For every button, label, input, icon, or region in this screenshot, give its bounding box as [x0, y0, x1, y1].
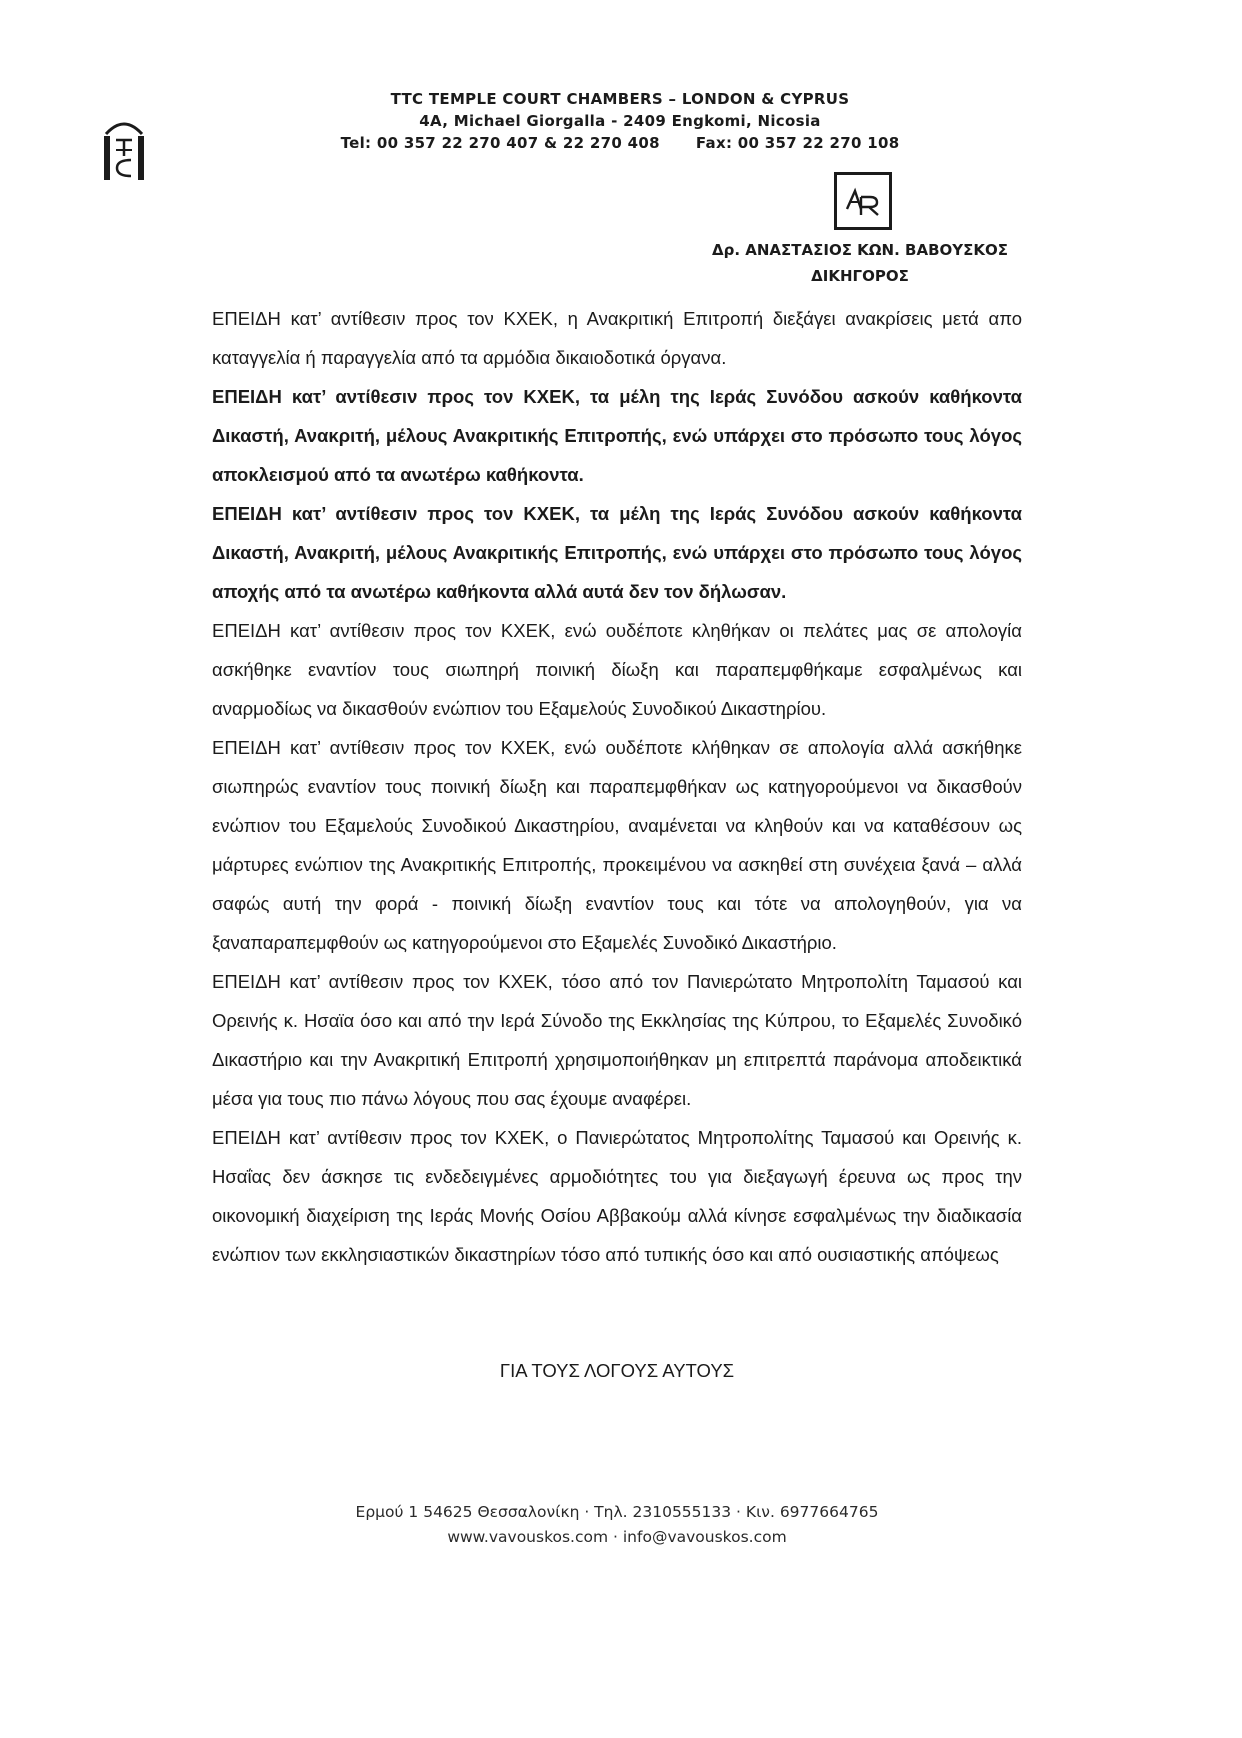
closing-heading: ΓΙΑ ΤΟΥΣ ΛΟΓΟΥΣ ΑΥΤΟΥΣ — [499, 1360, 735, 1381]
paragraph: ΕΠΕΙΔΗ κατ’ αντίθεσιν προς τον ΚΧΕΚ, ενώ ουδέποτε κληθήκαν οι πελάτες μας σε απολογία ασκήθηκε εναντίον τους σιωπηρή ποινική δίωξη και παραπεμφθήκαμε εσφαλμένως και αναρμοδίως να δικασθούν ενώπιον του Εξαμελούς Συνοδικού Δικαστηρίου. — [212, 620, 1022, 719]
lawyer-title: ΔΙΚΗΓΟΡΟΣ — [811, 267, 909, 285]
lawyer-name: Δρ. ΑΝΑΣΤΑΣΙΟΣ ΚΩΝ. ΒΑΒΟΥΣΚΟΣ — [712, 241, 1008, 259]
paragraph: ΕΠΕΙΔΗ κατ’ αντίθεσιν προς τον ΚΧΕΚ, ενώ ουδέποτε κλήθηκαν σε απολογία αλλά ασκήθηκε σιωπηρώς εναντίον τους ποινική δίωξη και παραπεμφθήκαν ως κατηγορούμενοι να δικασθούν ενώπιον του Εξαμελούς Συνοδικού Δικαστηρίου, αναμένεται να κληθούν και να καταθέσουν ως μάρτυρες ενώπιον της Ανακριτικής Επιτροπής, προκειμένου να ασκηθεί στη συνέχεια ξανά – αλλά σαφώς αυτή την φορά - ποινική δίωξη εναντίον τους και τότε να απολογηθούν, για να ξαναπαραπεμφθούν ως κατηγορούμενοι στο Εξαμελές Συνοδικό Δικαστήριο. — [212, 737, 1022, 953]
letterhead-tel: Tel: 00 357 22 270 407 & 22 270 408 — [340, 134, 660, 152]
ttc-logo-icon — [100, 110, 148, 182]
letterhead — [320, 88, 920, 154]
letterhead-firm-name: TTC TEMPLE COURT CHAMBERS – LONDON & CYPRUS — [390, 90, 850, 108]
paragraph: ΕΠΕΙΔΗ κατ’ αντίθεσιν προς τον ΚΧΕΚ, τόσο από τον Πανιερώτατο Μητροπολίτη Ταμασού και Ορεινής κ. Ησαϊα όσο και από την Ιερά Σύνοδο της Εκκλησίας της Κύπρου, το Εξαμελές Συνοδικό Δικαστήριο και την Ανακριτική Επιτροπή χρησιμοποιήθηκαν μη επιτρεπτά παράνομα αποδεικτικά μέσα για τους πιο πάνω λόγους που σας έχουμε αναφέρει. — [212, 971, 1022, 1109]
letterhead-address: 4A, Michael Giorgalla - 2409 Engkomi, Nicosia — [419, 112, 821, 130]
paragraph: ΕΠΕΙΔΗ κατ’ αντίθεσιν προς τον ΚΧΕΚ, ο Πανιερώτατος Μητροπολίτης Ταμασού και Ορεινής κ. Ησαΐας δεν άσκησε τις ενδεδειγμένες αρμοδιότητες του για διεξαγωγή έρευνα ως προς την οικονομική διαχείριση της Ιεράς Μονής Οσίου Αββακούμ αλλά κίνησε εσφαλμένως την διαδικασία ενώπιον των εκκλησιαστικών δικαστηρίων τόσο από τυπικής όσο και από ουσιαστικής απόψεως — [212, 1127, 1022, 1265]
paragraph: ΕΠΕΙΔΗ κατ’ αντίθεσιν προς τον ΚΧΕΚ, τα μέλη της Ιεράς Συνόδου ασκούν καθήκοντα Δικαστή, Ανακριτή, μέλους Ανακριτικής Επιτροπής, ενώ υπάρχει στο πρόσωπο τους λόγος αποχής από τα ανωτέρω καθήκοντα αλλά αυτά δεν τον δήλωσαν. — [212, 503, 1022, 602]
paragraph: ΕΠΕΙΔΗ κατ’ αντίθεσιν προς τον ΚΧΕΚ, η Ανακριτική Επιτροπή διεξάγει ανακρίσεις μετά απο καταγγελία ή παραγγελία από τα αρμόδια δικαιοδοτικά όργανα. — [212, 308, 1022, 368]
ar-monogram-icon — [834, 172, 892, 230]
letterhead-contact — [320, 132, 920, 154]
document-body — [212, 299, 1022, 1274]
lawyer-signature-block — [700, 237, 1020, 289]
footer-web-email: www.vavouskos.com · info@vavouskos.com — [447, 1528, 787, 1546]
footer — [212, 1500, 1022, 1550]
footer-address: Ερμού 1 54625 Θεσσαλονίκη · Τηλ. 2310555133 · Κιν. 6977664765 — [355, 1503, 879, 1521]
letterhead-fax: Fax: 00 357 22 270 108 — [695, 134, 900, 152]
paragraph: ΕΠΕΙΔΗ κατ’ αντίθεσιν προς τον ΚΧΕΚ, τα μέλη της Ιεράς Συνόδου ασκούν καθήκοντα Δικαστή, Ανακριτή, μέλους Ανακριτικής Επιτροπής, ενώ υπάρχει στο πρόσωπο τους λόγος αποκλεισμού από τα ανωτέρω καθήκοντα. — [212, 386, 1022, 485]
